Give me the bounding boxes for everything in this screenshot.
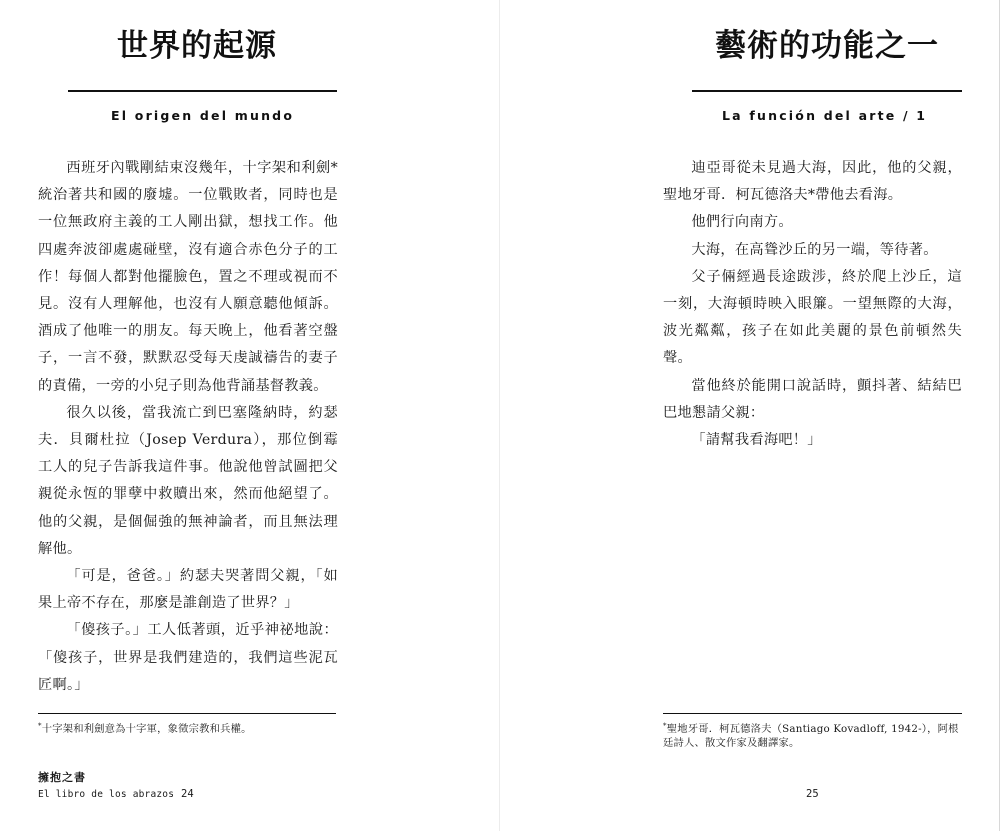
paragraph: 他們行向南方。 [691,214,793,231]
right-page [500,0,1000,831]
page-number: 24 [181,788,194,800]
chapter-title: 世界的起源 [117,28,277,64]
title-divider [692,90,962,92]
paragraph: 西班牙內戰剛結束沒幾年，十字架和利劍*統治著共和國的廢墟。一位戰敗者，同時也是一位無政府主義的工人剛出獄，想找工作。他四處奔波卻處處碰壁，沒有適合赤色分子的工作！每個人都對他擺臉色，置之不理或視而不見。沒有人理解他，也沒有人願意聽他傾訴。酒成了他唯一的朋友。每天晚上，他看著空盤子，一言不發，默默忍受每天虔誠禱告的妻子的責備，一旁的小兒子則為他背誦基督教義。 [38,160,338,394]
paragraph: 父子倆經過長途跋涉，終於爬上沙丘，這一刻，大海頓時映入眼簾。一望無際的大海，波光粼粼，孩子在如此美麗的景色前頓然失聲。 [663,268,962,367]
footnote [663,719,963,750]
chapter-subtitle: El origen del mundo [111,108,295,123]
running-title-chinese: 擁抱之書 [38,771,86,784]
paragraph: 「傻孩子。」工人低著頭，近乎神祕地說：「傻孩子，世界是我們建造的，我們這些泥瓦匠啊。」 [38,622,338,693]
footnote-mark: * [663,722,667,730]
footnote [38,719,338,736]
paragraph: 迪亞哥從未見過大海，因此，他的父親，聖地牙哥．柯瓦德洛夫*帶他去看海。 [663,160,962,204]
title-divider [68,90,337,92]
page-number: 25 [806,788,819,800]
running-title-spanish: El libro de los abrazos [38,789,175,800]
chapter-subtitle: La función del arte / 1 [722,108,928,123]
paragraph: 大海，在高聳沙丘的另一端，等待著。 [691,241,938,258]
paragraph: 「可是，爸爸。」約瑟夫哭著問父親，「如果上帝不存在，那麼是誰創造了世界？」 [38,568,338,612]
body-text [663,155,962,454]
paragraph: 很久以後，當我流亡到巴塞隆納時，約瑟夫．貝爾杜拉（Josep Verdura），那位倒霉工人的兒子告訴我這件事。他說他曾試圖把父親從永恆的罪孽中救贖出來，然而他絕望了。他的父親，是個倔強的無神論者，而且無法理解他。 [38,404,338,557]
footnote-text: 聖地牙哥．柯瓦德洛夫（Santiago Kovadloff, 1942-），阿根廷詩人、散文作家及翻譯家。 [663,723,959,749]
footnote-divider [663,713,962,714]
footnote-divider [38,713,336,714]
footnote-text: 十字架和利劍意為十字軍，象徵宗教和兵權。 [41,723,252,735]
chapter-title: 藝術的功能之一 [715,28,939,64]
footnote-mark: * [38,722,42,730]
body-text [38,155,338,699]
paragraph: 當他終於能開口說話時，顫抖著、結結巴巴地懇請父親： [663,377,962,421]
paragraph: 「請幫我看海吧！」 [691,432,822,449]
